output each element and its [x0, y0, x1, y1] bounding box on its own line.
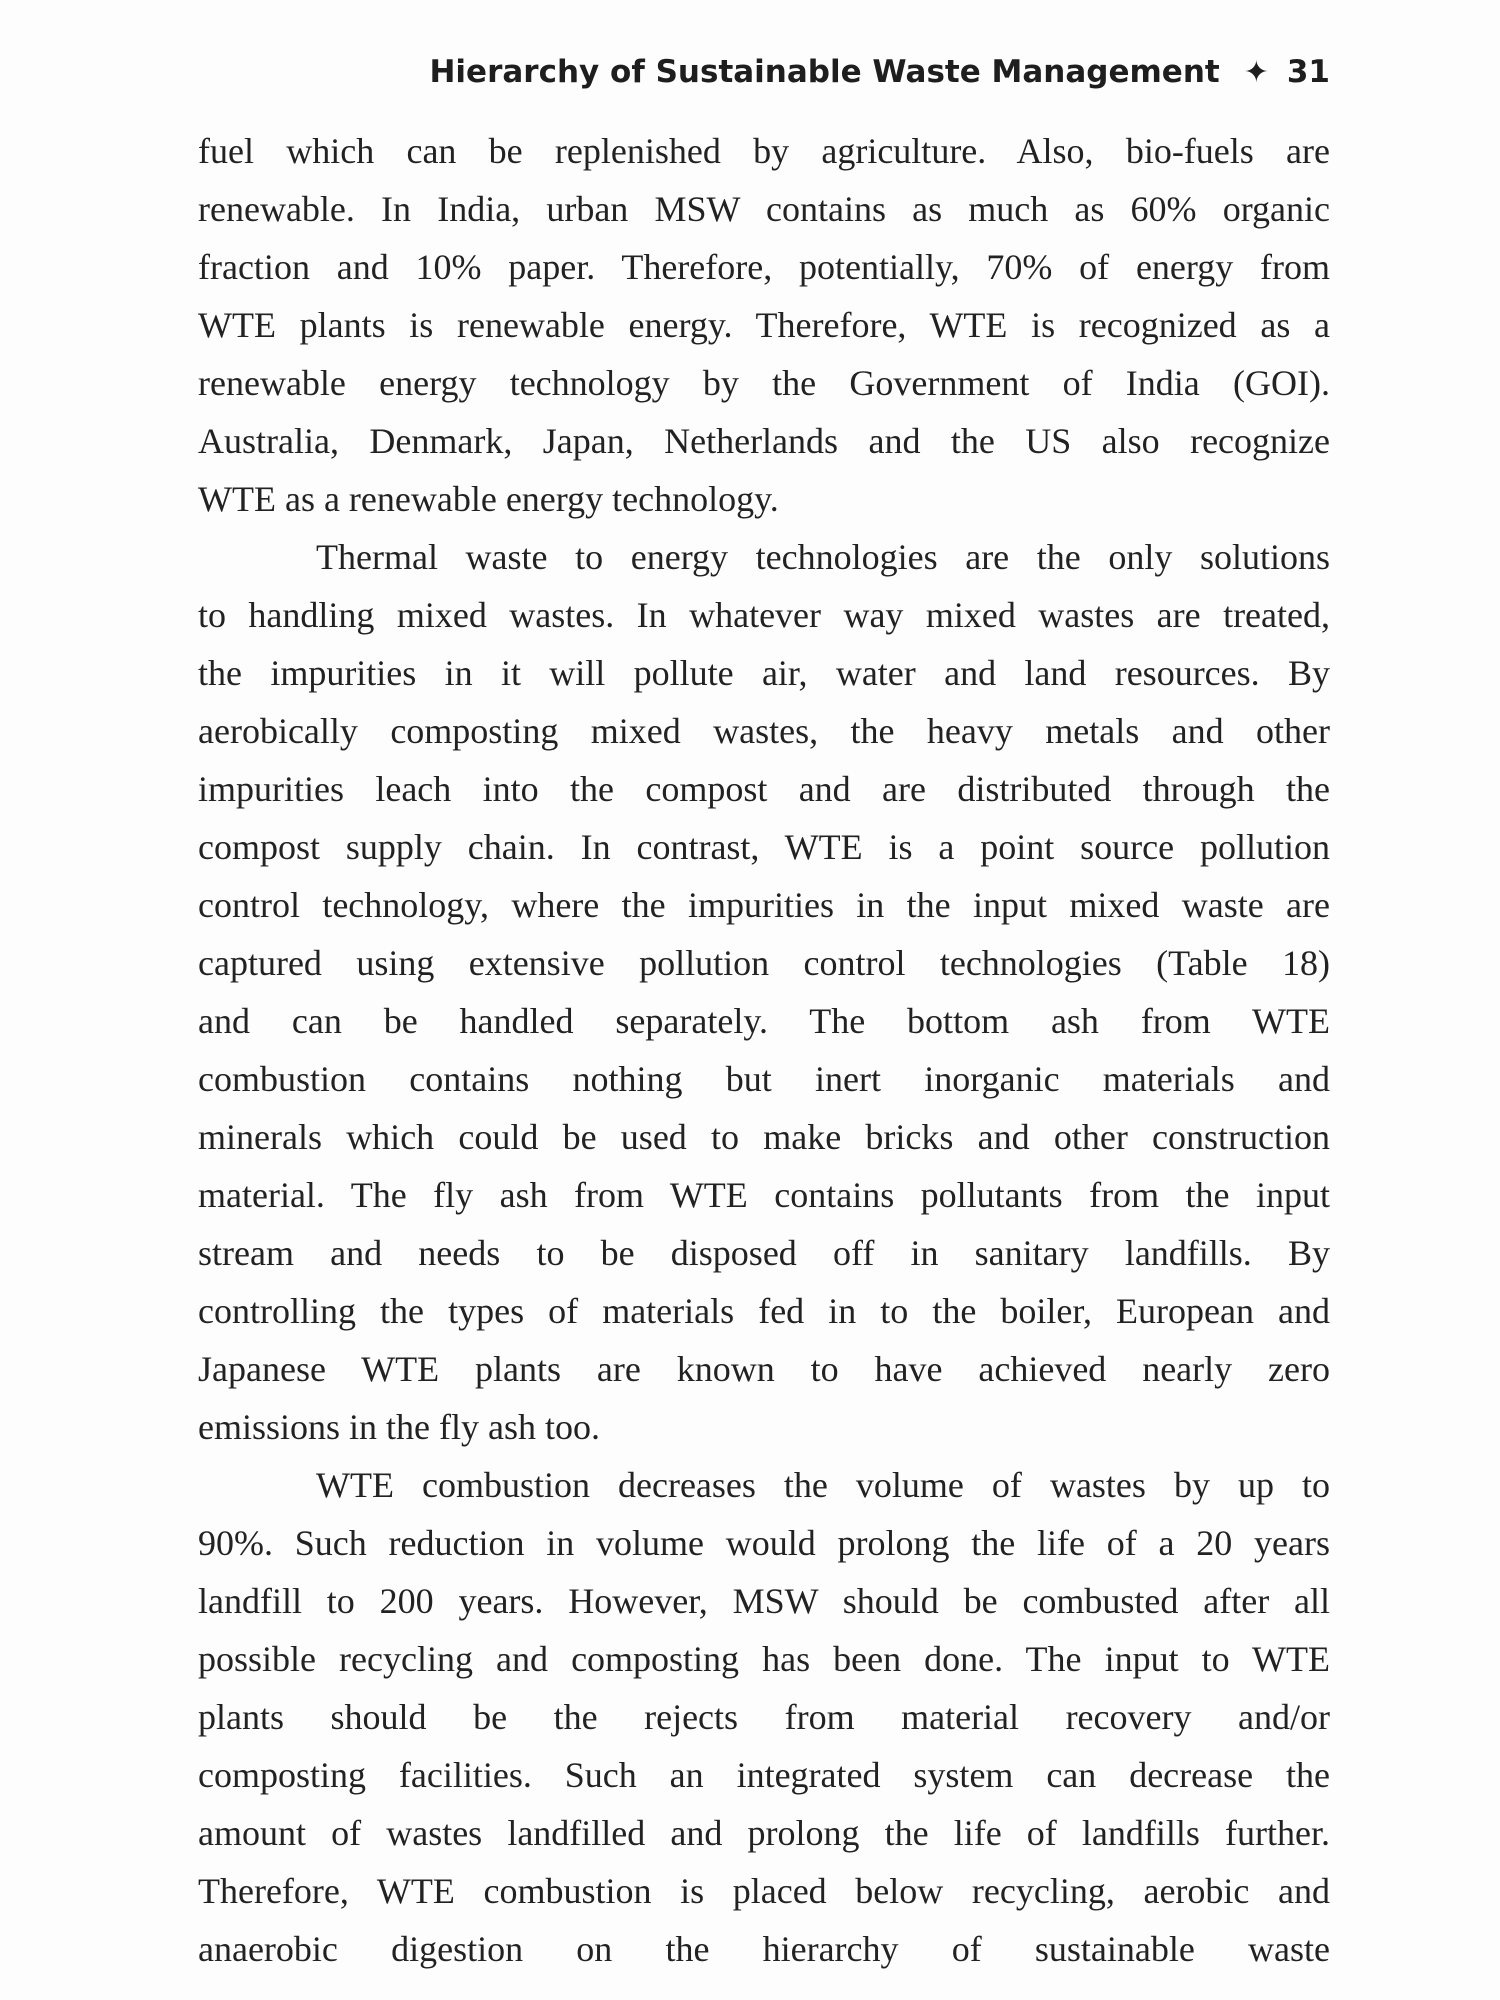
text-line: controlling the types of materials fed in to the boiler, European and — [198, 1291, 1330, 1331]
text-line: fraction and 10% paper. Therefore, potentially, 70% of energy from — [198, 247, 1330, 287]
text-line: Thermal waste to energy technologies are the only solutions — [316, 537, 1330, 577]
text-line: minerals which could be used to make bricks and other construction — [198, 1117, 1330, 1157]
text-line: Japanese WTE plants are known to have achieved nearly zero — [198, 1349, 1330, 1389]
text-line: 90%. Such reduction in volume would prolong the life of a 20 years — [198, 1523, 1330, 1563]
text-line: WTE plants is renewable energy. Therefore, WTE is recognized as a — [198, 305, 1330, 345]
page-number: 31 — [1286, 54, 1330, 90]
text-line: to handling mixed wastes. In whatever way mixed wastes are treated, — [198, 595, 1330, 635]
text-line: amount of wastes landfilled and prolong the life of landfills further. — [198, 1813, 1330, 1853]
body-text — [198, 122, 1330, 1978]
running-head — [345, 48, 1330, 96]
four-point-star-icon: ✦ — [1243, 54, 1269, 90]
text-line: impurities leach into the compost and are distributed through the — [198, 769, 1330, 809]
text-line: stream and needs to be disposed off in sanitary landfills. By — [198, 1233, 1330, 1273]
running-head-title: Hierarchy of Sustainable Waste Management — [429, 54, 1220, 90]
text-line: WTE combustion decreases the volume of wastes by up to — [316, 1465, 1330, 1505]
text-line: landfill to 200 years. However, MSW should be combusted after all — [198, 1581, 1330, 1621]
text-line: compost supply chain. In contrast, WTE is a point source pollution — [198, 827, 1330, 867]
paragraph — [198, 528, 1330, 1456]
text-line: the impurities in it will pollute air, water and land resources. By — [198, 653, 1330, 693]
text-line: and can be handled separately. The bottom ash from WTE — [198, 1001, 1330, 1041]
text-line: emissions in the fly ash too. — [198, 1407, 600, 1447]
text-line: material. The fly ash from WTE contains pollutants from the input — [198, 1175, 1330, 1215]
text-line: composting facilities. Such an integrated system can decrease the — [198, 1755, 1330, 1795]
text-line: renewable. In India, urban MSW contains as much as 60% organic — [198, 189, 1330, 229]
text-line: aerobically composting mixed wastes, the heavy metals and other — [198, 711, 1330, 751]
text-line: control technology, where the impurities in the input mixed waste are — [198, 885, 1330, 925]
text-line: Therefore, WTE combustion is placed below recycling, aerobic and — [198, 1871, 1330, 1911]
paragraph — [198, 122, 1330, 528]
text-line: captured using extensive pollution control technologies (Table 18) — [198, 943, 1330, 983]
text-line: possible recycling and composting has been done. The input to WTE — [198, 1639, 1330, 1679]
paragraph — [198, 1456, 1330, 1978]
text-line: Australia, Denmark, Japan, Netherlands and the US also recognize — [198, 421, 1330, 461]
text-line: fuel which can be replenished by agriculture. Also, bio-fuels are — [198, 131, 1330, 171]
text-line: WTE as a renewable energy technology. — [198, 479, 779, 519]
text-line: plants should be the rejects from material recovery and/or — [198, 1697, 1330, 1737]
text-line: renewable energy technology by the Government of India (GOI). — [198, 363, 1330, 403]
text-line: anaerobic digestion on the hierarchy of sustainable waste — [198, 1929, 1330, 1969]
text-line: combustion contains nothing but inert inorganic materials and — [198, 1059, 1330, 1099]
